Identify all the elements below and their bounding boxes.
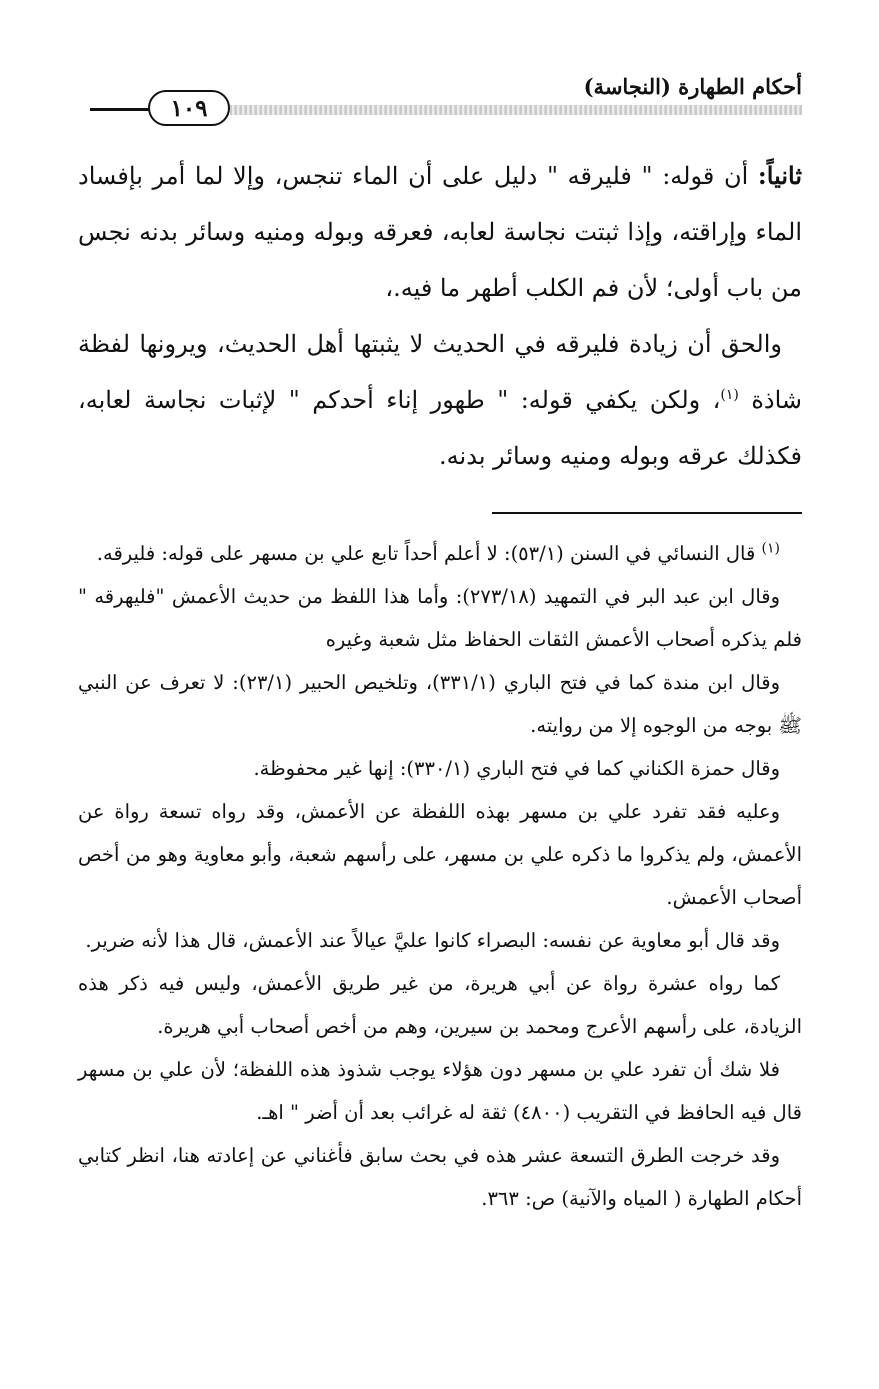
paragraph-1-text: أن قوله: " فليرقه " دليل على أن الماء تنجس، وإلا لما أمر بإفساد الماء وإراقته، وإذا ثبتت نجاسة لعابه، فعرقه وبوله ومنيه وسائر بدنه نجس من باب أولى؛ لأن فم الكلب أطهر ما فيه.،: [78, 162, 802, 302]
footnote-paragraph-3: وقال ابن مندة كما في فتح الباري (٣٣١/١)، وتلخيص الحبير (٢٣/١): لا تعرف عن النبي ﷺ بوجه من الوجوه إلا من روايته.: [78, 671, 802, 737]
footnote-1-mark: (١): [761, 540, 780, 557]
footnote-paragraph-7: كما رواه عشرة رواة عن أبي هريرة، من غير طريق الأعمش، وليس فيه ذكر هذه الزيادة، على رأسهم الأعرج ومحمد بن سيرين، وهم من أخص أصحاب أبي هريرة.: [78, 972, 802, 1038]
paragraph-1-lead: ثانياً:: [757, 161, 802, 190]
paragraph-1: [78, 148, 802, 316]
header-rule-left: [90, 108, 150, 111]
footnote-paragraph-5: وعليه فقد تفرد علي بن مسهر بهذه اللفظة عن الأعمش، وقد رواه تسعة رواة عن الأعمش، ولم يذكروا ما ذكره علي بن مسهر، على رأسهم شعبة، وأبو معاوية وهو من أخص أصحاب الأعمش.: [78, 800, 802, 909]
page-header: [90, 68, 802, 128]
paragraph-2-text-b: ، ولكن يكفي قوله: " طهور إناء أحدكم " لإثبات نجاسة لعابه، فكذلك عرقه وبوله ومنيه وسائر بدنه.: [78, 386, 802, 470]
footnote-paragraph-8: فلا شك أن تفرد علي بن مسهر دون هؤلاء يوجب شذوذ هذه اللفظة؛ لأن علي بن مسهر قال فيه الحافظ في التقريب (٤٨٠٠) ثقة له غرائب بعد أن أضر " اهـ.: [78, 1058, 802, 1124]
footnote-paragraph-2: وقال ابن عبد البر في التمهيد (٢٧٣/١٨): وأما هذا اللفظ من حديث الأعمش "فليهرقه " فلم يذكره أصحاب الأعمش الثقات الحفاظ مثل شعبة وغيره: [78, 585, 802, 651]
main-text: [78, 148, 802, 484]
footnote-1: [78, 532, 802, 575]
footnote-paragraph-4: وقال حمزة الكناني كما في فتح الباري (٣٣٠/١): إنها غير محفوظة.: [253, 757, 780, 780]
header-rule-band: [230, 105, 802, 115]
paragraph-2-text-a: والحق أن زيادة فليرقه في الحديث لا يثبتها أهل الحديث، ويرونها لفظة شاذة: [78, 330, 803, 414]
footnote-paragraph-9: وقد خرجت الطرق التسعة عشر هذه في بحث سابق فأغناني عن إعادته هنا، انظر كتابي أحكام الطهارة ( المياه والآنية) ص: ٣٦٣.: [78, 1144, 802, 1210]
footnote-reference: (١): [720, 387, 739, 403]
running-title: أحكام الطهارة (النجاسة): [583, 74, 802, 99]
page-number: ١٠٩: [148, 90, 230, 126]
footnotes: [78, 532, 802, 1220]
footnote-1-text: قال النسائي في السنن (٥٣/١): لا أعلم أحداً تابع علي بن مسهر على قوله: فليرقه.: [96, 542, 762, 565]
footnote-paragraph-6: وقد قال أبو معاوية عن نفسه: البصراء كانوا عليَّ عيالاً عند الأعمش، قال هذا لأنه ضرير.: [85, 929, 780, 952]
footnote-separator: [492, 512, 802, 514]
paragraph-2: [78, 316, 802, 484]
